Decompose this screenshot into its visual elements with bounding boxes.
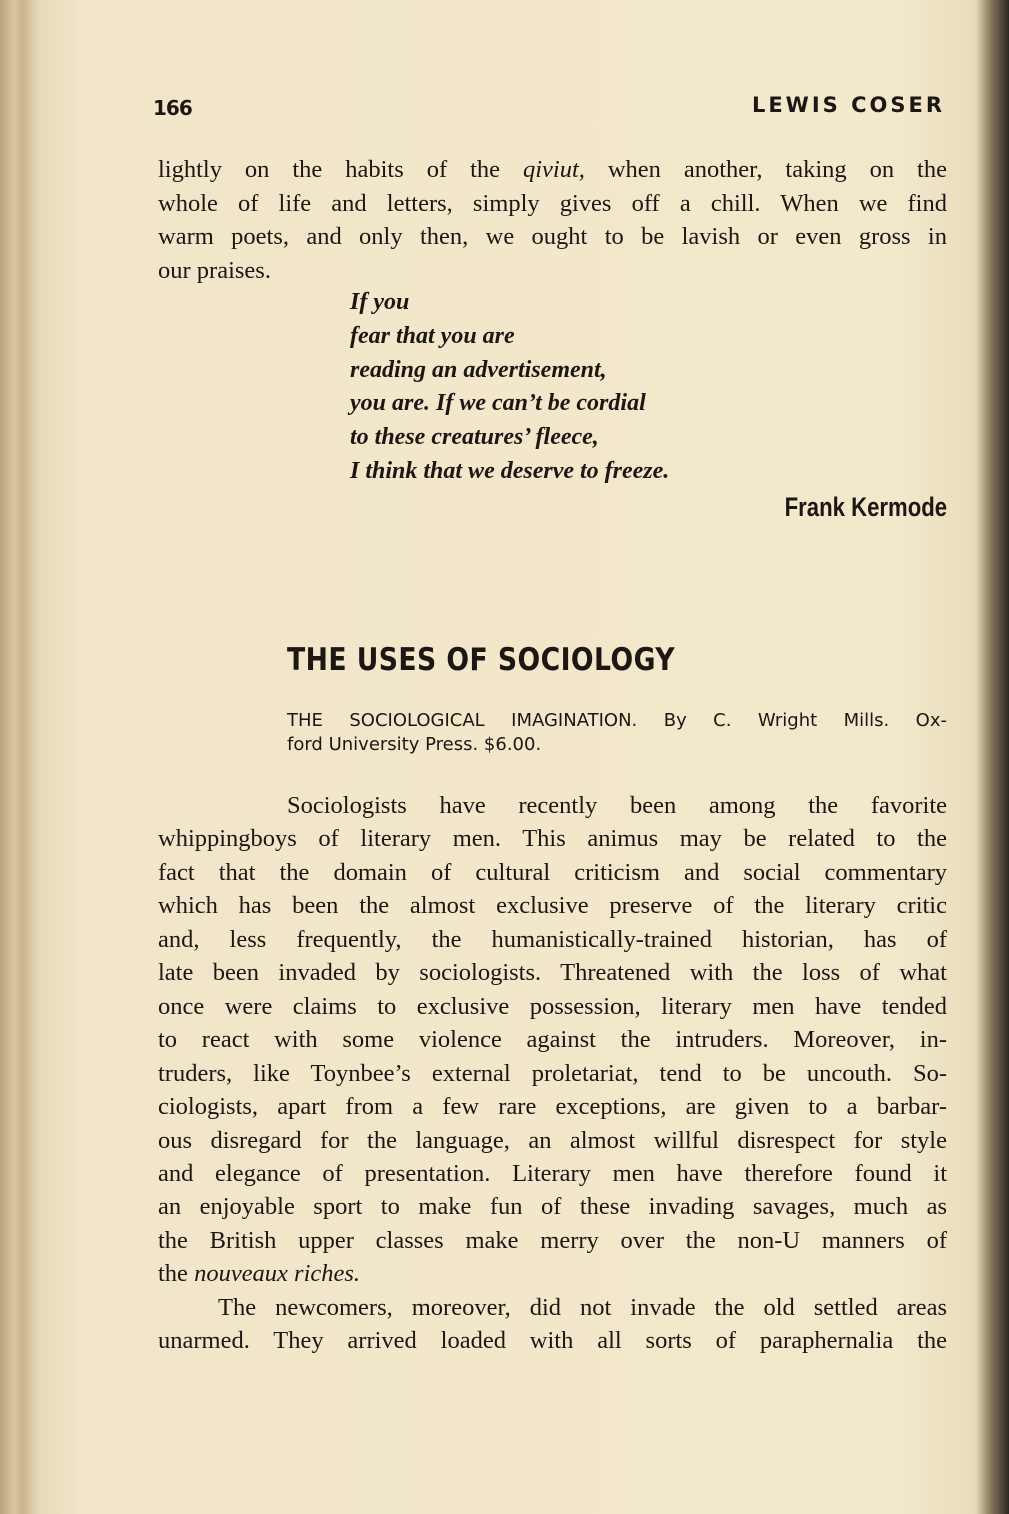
poem-line: you are. If we can’t be cordial [350,390,646,417]
citation-line: ford University Press. $6.00. [287,734,542,755]
text-line: The newcomers, moreover, did not invade the old settled areas [218,1293,947,1321]
text-line: the British upper classes make merry over the non-U manners of [158,1226,947,1254]
text-line: the nouveaux riches. [158,1260,361,1288]
text-line: to react with some violence against the intruders. Moreover, in- [158,1026,947,1054]
text-line: unarmed. They arrived loaded with all sorts of paraphernalia the [158,1327,947,1355]
text-line: whole of life and letters, simply gives off a chill. When we find [158,189,947,217]
poem-line: reading an advertisement, [350,356,607,383]
text-line: fact that the domain of cultural criticism and social commentary [158,858,947,886]
text-line: warm poets, and only then, we ought to be lavish or even gross in [158,223,947,250]
text-line: once were claims to exclusive possession, literary men have tended [158,992,947,1020]
text-line: and elegance of presentation. Literary men have therefore found it [158,1159,947,1187]
poem-line: I think that we deserve to freeze. [350,458,670,484]
poem-line: fear that you are [350,322,515,349]
text-line: truders, like Toynbee’s external proletariat, tend to be uncouth. So- [158,1059,947,1087]
running-head: LEWIS COSER [751,93,945,117]
text-line: ciologists, apart from a few rare exceptions, are given to a barbar- [158,1093,947,1121]
text-line: and, less frequently, the humanistically-trained historian, has of [158,925,947,953]
text-line: lightly on the habits of the qiviut, when another, taking on the [158,156,947,183]
poem-attribution: Frank Kermode [784,492,947,522]
poem-line: If you [350,289,410,315]
poem-line: to these creatures’ fleece, [350,424,599,451]
text-line: Sociologists have recently been among the favorite [287,792,947,819]
text-line: late been invaded by sociologists. Threatened with the loss of what [158,959,947,987]
section-title: THE USES OF SOCIOLOGY [287,642,676,678]
text-line: our praises. [158,256,271,284]
text-line: an enjoyable sport to make fun of these invading savages, much as [158,1193,947,1221]
text-line: which has been the almost exclusive preserve of the literary critic [158,892,947,920]
citation-line: THE SOCIOLOGICAL IMAGINATION. By C. Wright Mills. Ox- [287,710,947,731]
page-number: 166 [153,96,192,120]
text-line: whippingboys of literary men. This animus may be related to the [158,825,947,853]
text-line: ous disregard for the language, an almost willful disrespect for style [158,1126,947,1154]
